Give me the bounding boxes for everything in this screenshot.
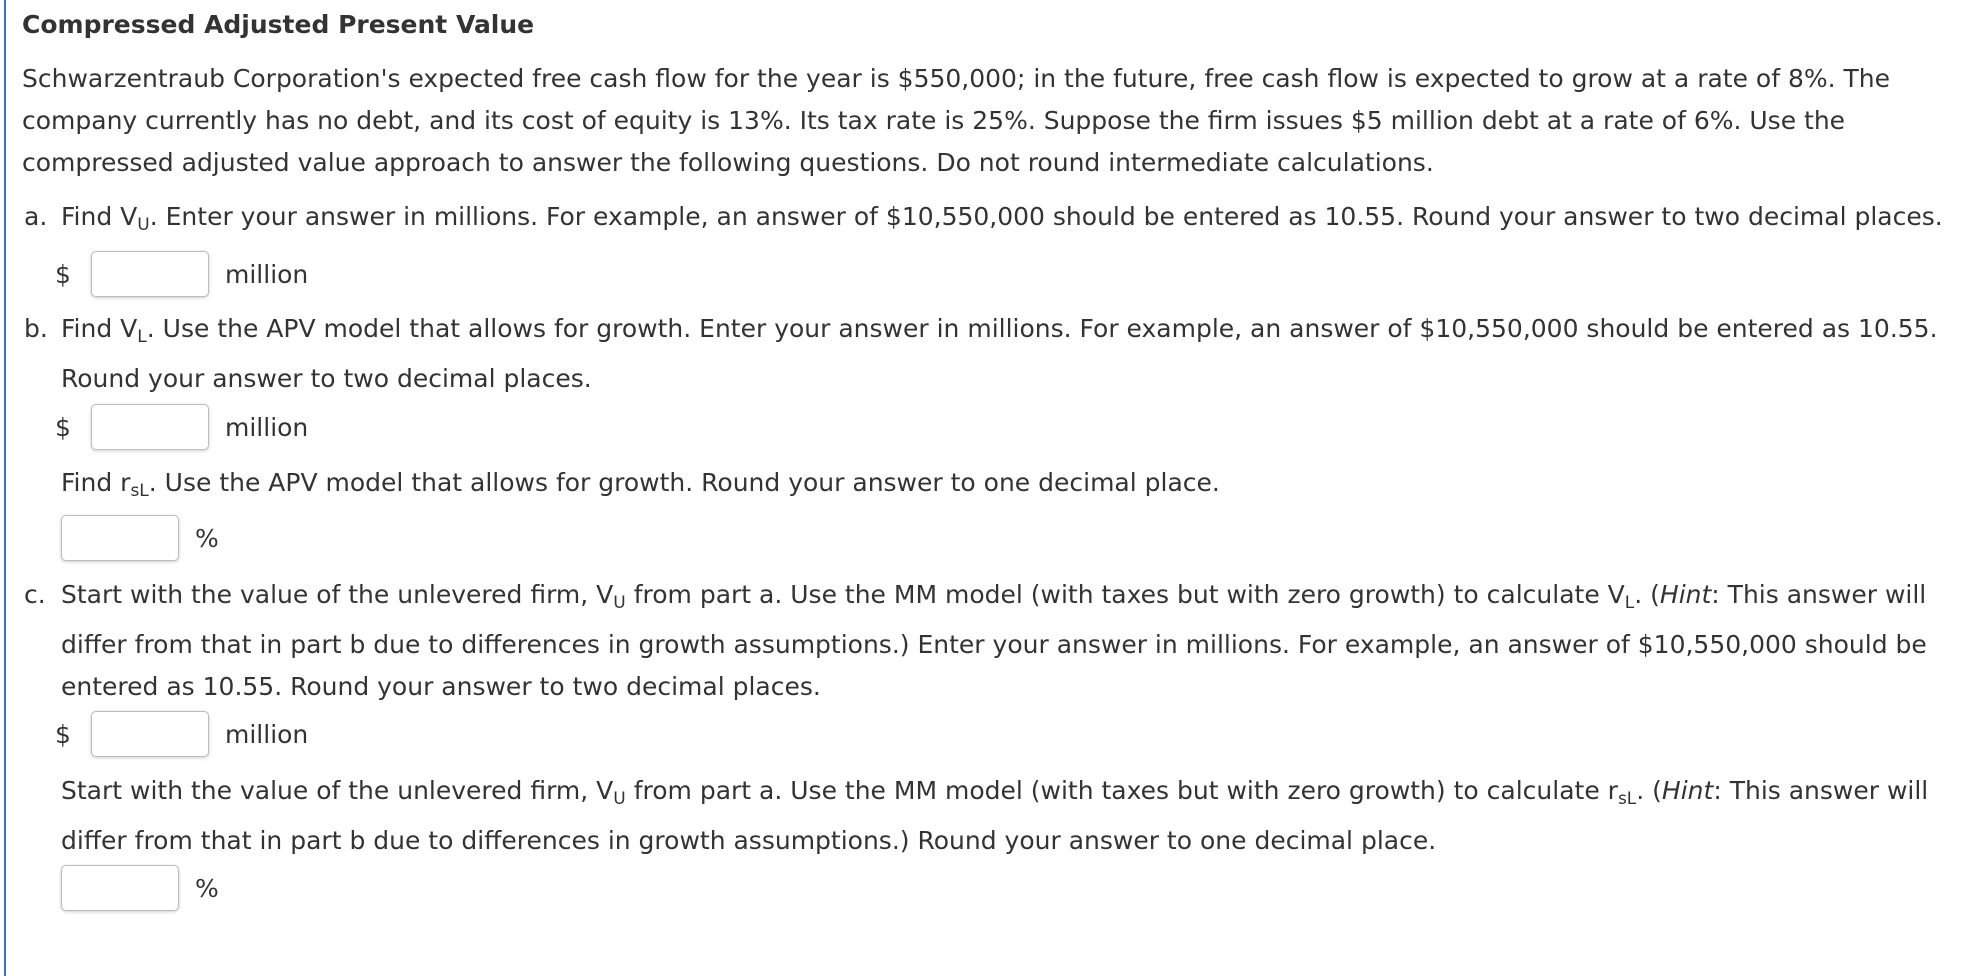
answer-b-row bbox=[22, 404, 308, 450]
subscript: U bbox=[613, 593, 626, 613]
percent-label: % bbox=[195, 523, 219, 553]
dollar-sign: $ bbox=[55, 412, 71, 442]
question-c-letter: c. bbox=[24, 580, 46, 609]
subscript: L bbox=[137, 327, 147, 347]
question-c-text: Start with the value of the unlevered firm, $V_U$ from part a. Use the MM model (with taxes but with zero growth) to calculate $V_L$. (Hint: This answer will differ from that in part b due to differences in growth assumptions.) Enter your answer in millions. For example, an answer of $10,550,000 should be entered as 10.55. Round your answer to two decimal places. bbox=[61, 580, 1927, 701]
answer-b2-row bbox=[61, 515, 219, 561]
unit-label: million bbox=[225, 259, 309, 289]
answer-c2-row bbox=[61, 865, 219, 911]
answer-b-rate-input[interactable] bbox=[61, 515, 179, 561]
question-a-text: Find $V_U$. Enter your answer in millions. For example, an answer of $10,550,000 should be entered as 10.55. Round your answer to two decimal places. bbox=[61, 202, 1943, 235]
answer-c-rate-input[interactable] bbox=[61, 865, 179, 911]
subscript: sL bbox=[1617, 789, 1637, 809]
question-frame bbox=[4, 0, 1982, 976]
unit-label: million bbox=[225, 412, 309, 442]
question-b-part2-text: Find $r_{sL}$. Use the APV model that allows for growth. Round your answer to one decimal place. bbox=[61, 468, 1220, 501]
page-title: Compressed Adjusted Present Value bbox=[22, 10, 535, 39]
question-b-text: Find $V_L$. Use the APV model that allows for growth. Enter your answer in millions. For example, an answer of $10,550,000 should be entered as 10.55. Round your answer to two decimal places. bbox=[61, 314, 1938, 393]
question-c bbox=[22, 574, 1977, 708]
subscript: U bbox=[613, 789, 626, 809]
unit-label: million bbox=[225, 719, 309, 749]
question-b bbox=[22, 308, 1977, 400]
hint-label: Hint bbox=[1661, 776, 1714, 805]
question-b-letter: b. bbox=[24, 314, 48, 343]
dollar-sign: $ bbox=[55, 719, 71, 749]
subscript: sL bbox=[130, 481, 149, 501]
answer-c-input[interactable] bbox=[91, 711, 209, 757]
question-c-part2-text: Start with the value of the unlevered firm, $V_U$ from part a. Use the MM model (with taxes but with zero growth) to calculate $r_{sL}$. (Hint: This answer will differ from that in part b due to differences in growth assumptions.) Round your answer to one decimal place. bbox=[61, 776, 1929, 855]
answer-a-row bbox=[22, 251, 308, 297]
question-a-letter: a. bbox=[24, 202, 48, 231]
hint-label: Hint bbox=[1659, 580, 1712, 609]
question-a bbox=[22, 196, 1977, 246]
subscript: L bbox=[1624, 593, 1635, 613]
answer-c-row bbox=[22, 711, 308, 757]
problem-statement: Schwarzentraub Corporation's expected free cash flow for the year is $550,000; in the future, free cash flow is expected to grow at a rate of 8%. The company currently has no debt, and its cost of equity is 13%. Its tax rate is 25%. Suppose the firm issues $5 million debt at a rate of 6%. Use the compressed adjusted value approach to answer the following questions. Do not round intermediate calculations. bbox=[22, 64, 1891, 177]
answer-b-input[interactable] bbox=[91, 404, 209, 450]
percent-label: % bbox=[195, 873, 219, 903]
answer-a-input[interactable] bbox=[91, 251, 209, 297]
subscript: U bbox=[137, 215, 150, 235]
dollar-sign: $ bbox=[55, 259, 71, 289]
